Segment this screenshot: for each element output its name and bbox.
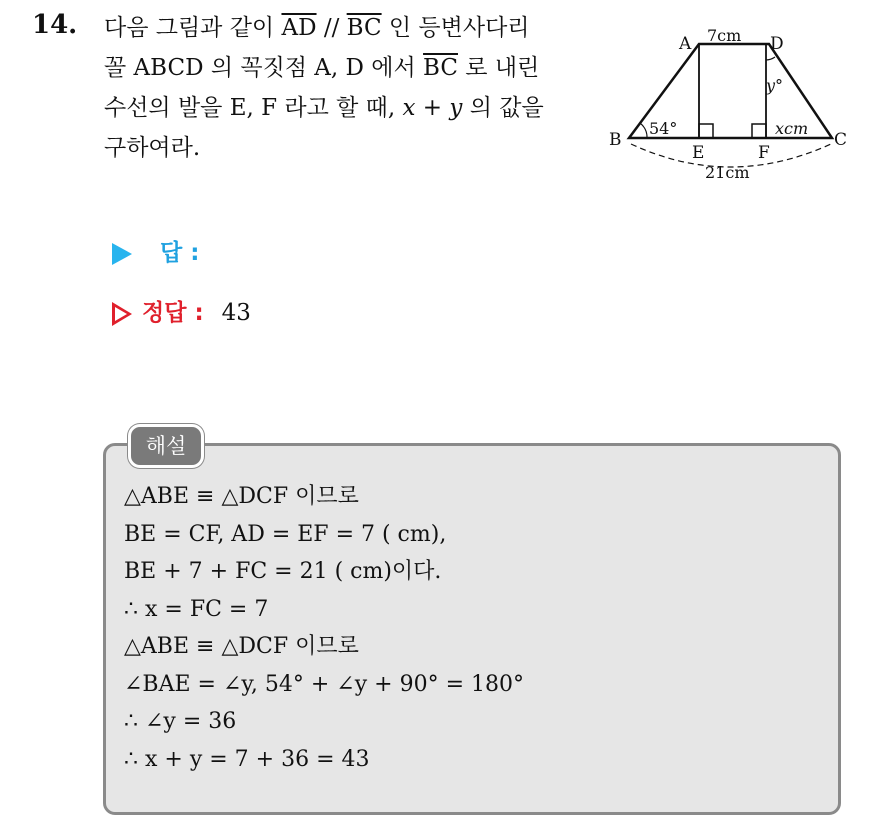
solution-line-2: BE = CF, AD = EF = 7 ( cm), — [124, 521, 447, 547]
correct-answer-label: 정답 : — [142, 300, 204, 326]
label-bottom-length: 21cm — [705, 163, 750, 182]
question-text — [104, 8, 589, 168]
label-d: D — [770, 34, 784, 54]
label-angle-b: 54° — [649, 119, 678, 138]
label-b: B — [609, 130, 622, 150]
solution-line-1: △ABE ≡ △DCF 이므로 — [124, 484, 359, 509]
question-number: 14. — [32, 10, 78, 40]
solution-line-3: BE + 7 + FC = 21 ( cm)이다. — [124, 559, 442, 584]
angle-b-arc — [640, 123, 647, 138]
solution-tag: 해설 — [128, 424, 204, 468]
trapezoid-figure — [605, 20, 875, 190]
outline-triangle-icon — [112, 302, 132, 326]
label-x: xcm — [775, 119, 809, 138]
right-angle-e — [699, 124, 713, 138]
correct-answer-row — [112, 294, 251, 327]
answer-row — [112, 234, 199, 267]
solution-line-6: ∠BAE = ∠y, 54° + ∠y + 90° = 180° — [124, 671, 524, 697]
solution-line-7: ∴ ∠y = 36 — [124, 709, 237, 734]
angle-y-arc — [766, 57, 775, 60]
question-line-1: 다음 그림과 같이 $\overline{AD} // \overline{BC}$ 인 등변사다리 — [104, 15, 530, 41]
label-top-length: 7cm — [707, 26, 742, 45]
solution-text — [124, 478, 524, 778]
solution-line-8: ∴ x + y = 7 + 36 = 43 — [124, 746, 370, 772]
correct-answer-value: 43 — [221, 300, 251, 326]
label-angle-y: y° — [766, 76, 784, 95]
play-triangle-icon — [112, 243, 132, 265]
solution-line-4: ∴ x = FC = 7 — [124, 596, 269, 622]
solution-line-5: △ABE ≡ △DCF 이므로 — [124, 634, 359, 659]
question-line-4: 구하여라. — [104, 135, 201, 161]
question-line-3: 수선의 발을 E, F 라고 할 때, x + y 의 값을 — [104, 95, 544, 121]
label-c: C — [834, 130, 848, 150]
label-f: F — [758, 143, 770, 163]
answer-label: 답 : — [160, 240, 200, 266]
label-e: E — [692, 143, 705, 163]
right-angle-f — [752, 124, 766, 138]
question-line-2: 꼴 ABCD 의 꼭짓점 A, D 에서 $\overline{BC}$ 로 내린 — [104, 55, 540, 81]
label-a: A — [679, 34, 692, 54]
